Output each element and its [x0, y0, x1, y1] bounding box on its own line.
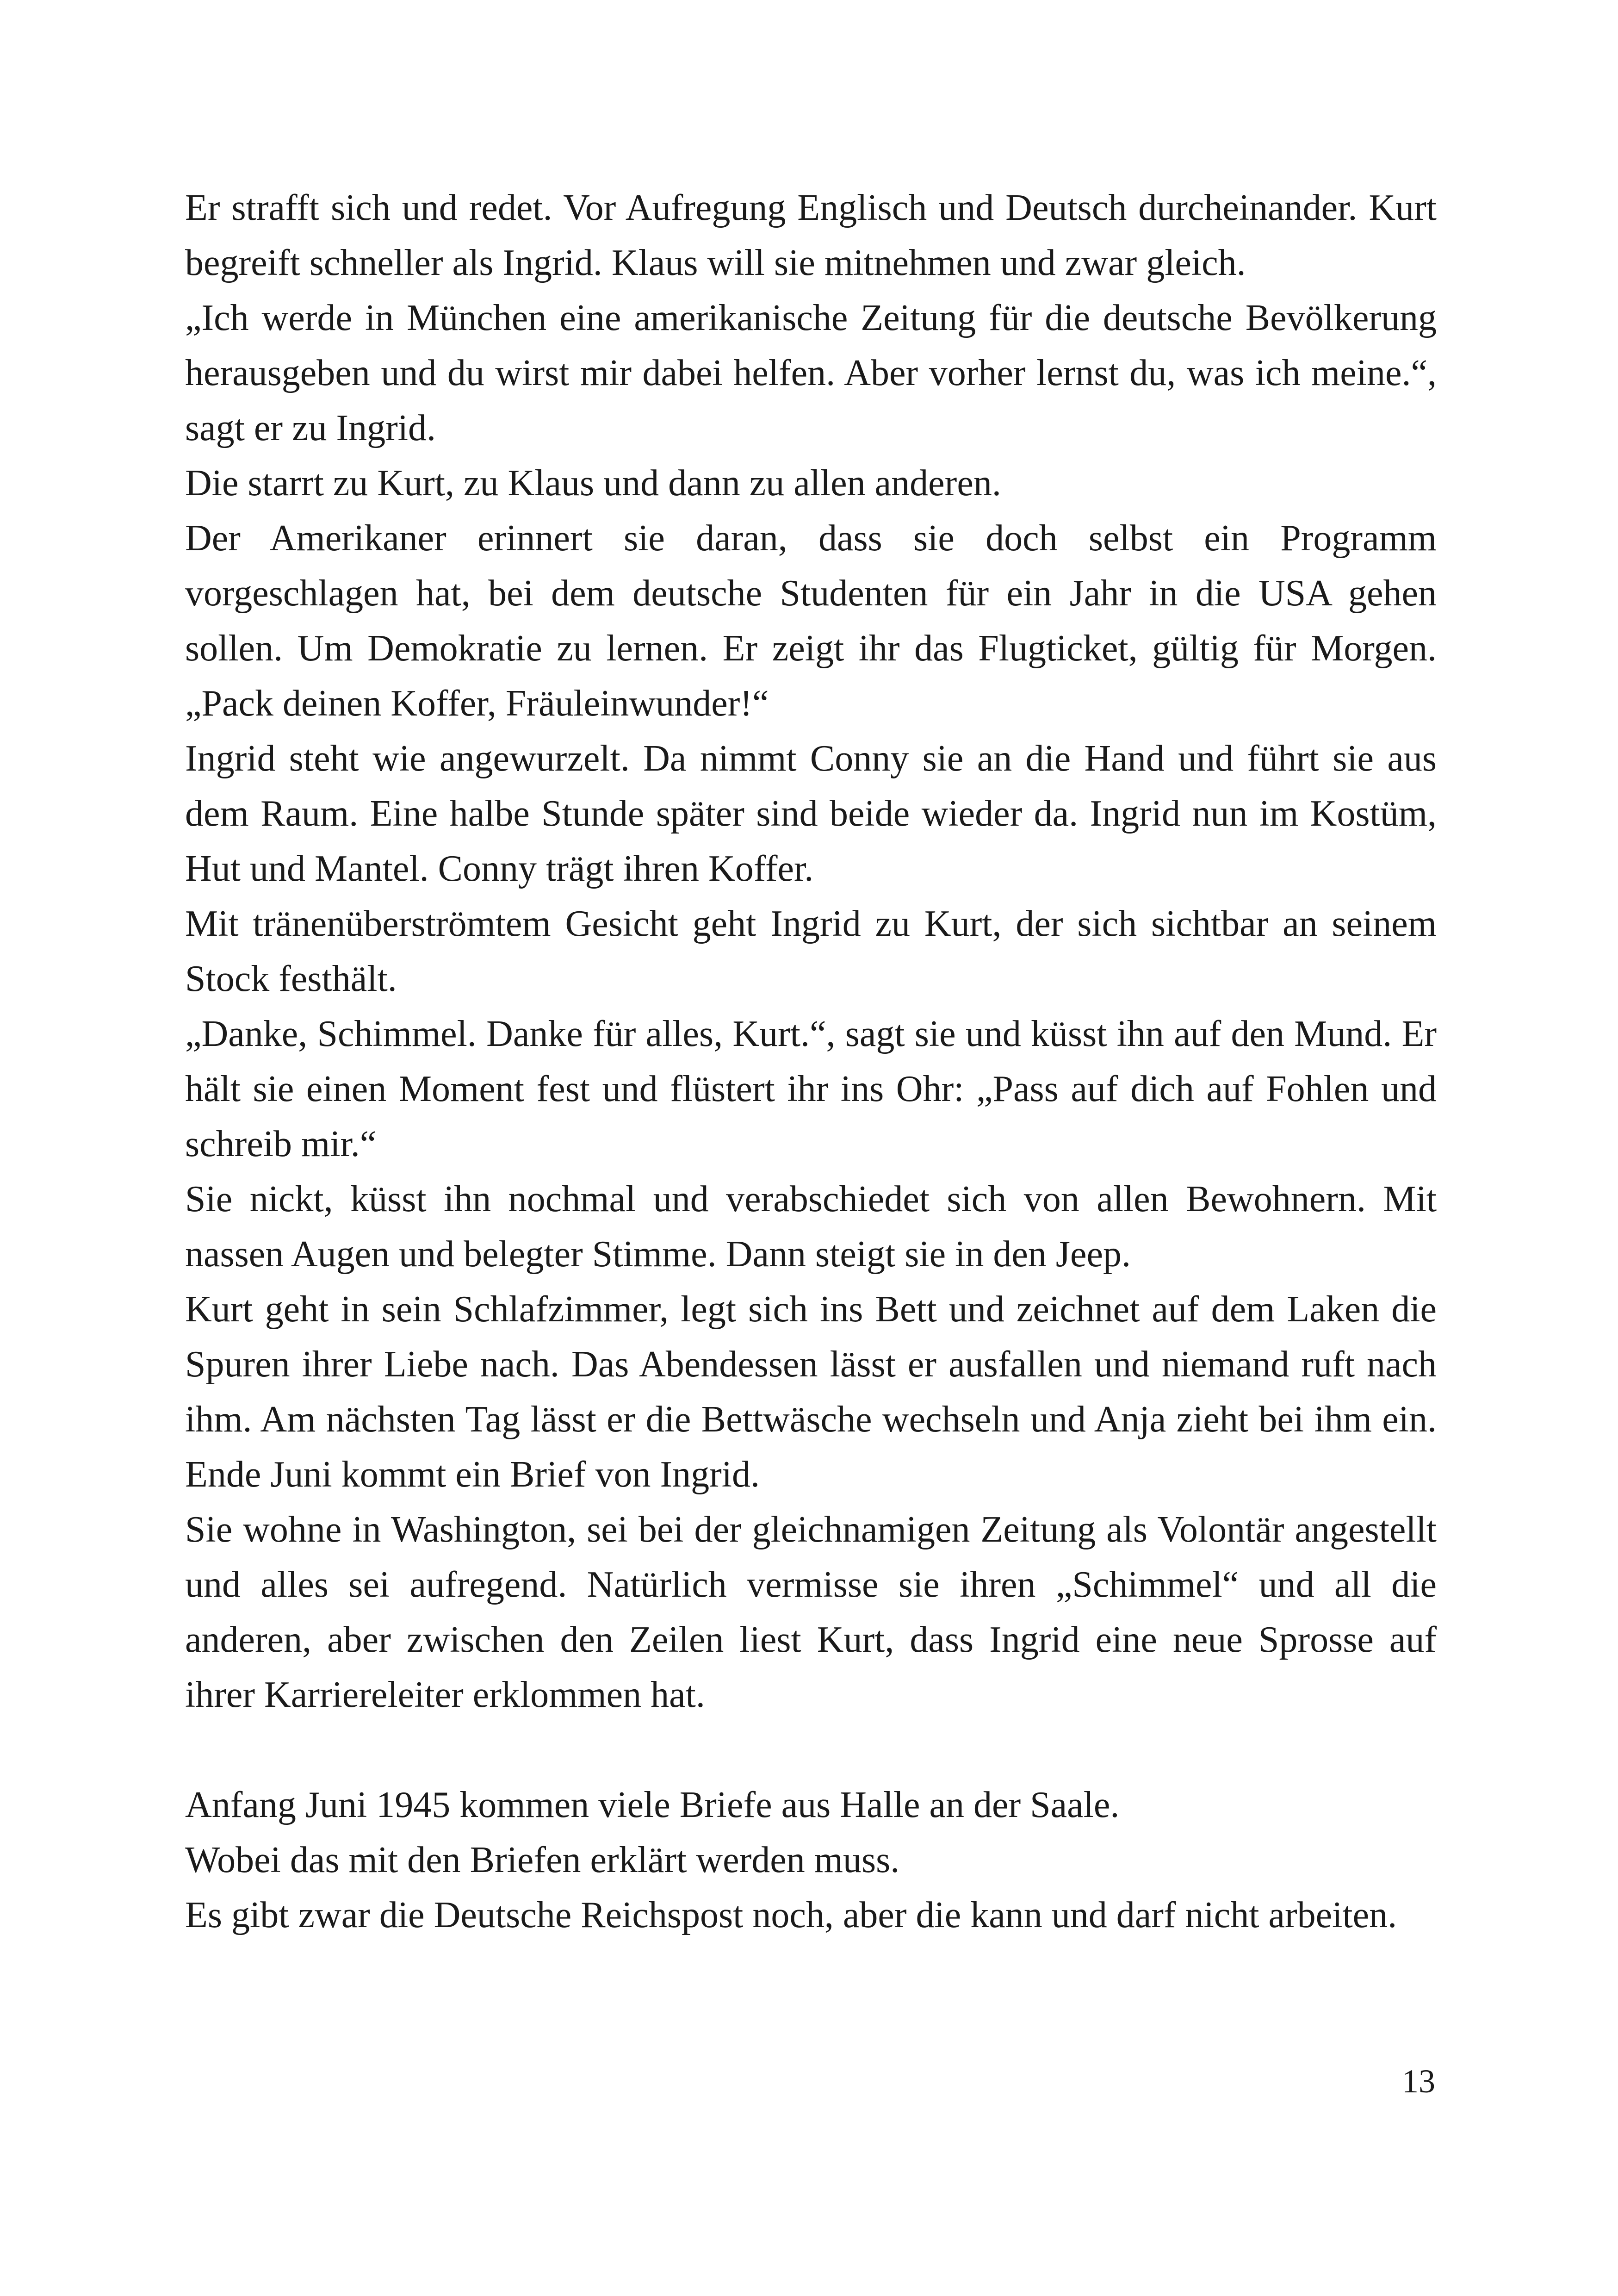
paragraph: Kurt geht in sein Schlafzimmer, legt sich ins Bett und zeichnet auf dem Laken die Spuren ihrer Liebe nach. Das Abendessen lässt er ausfallen und niemand ruft nach ihm. Am nächsten Tag lässt er die Bettwäsche wechseln und Anja zieht bei ihm ein. Ende Juni kommt ein Brief von Ingrid.	[185, 1289, 1437, 1495]
paragraph: „Ich werde in München eine amerikanische Zeitung für die deutsche Bevölkerung herausgeben und du wirst mir dabei helfen. Aber vorher lernst du, was ich meine.“, sagt er zu Ingrid.	[185, 298, 1437, 448]
page-number: 13	[1402, 2063, 1435, 2100]
paragraph: Die starrt zu Kurt, zu Klaus und dann zu allen anderen.	[185, 463, 1001, 504]
paragraph: Mit tränenüberströmtem Gesicht geht Ingrid zu Kurt, der sich sichtbar an seinem Stock festhält.	[185, 903, 1437, 999]
paragraph: Er strafft sich und redet. Vor Aufregung Englisch und Deutsch durcheinander. Kurt begreift schneller als Ingrid. Klaus will sie mitnehmen und zwar gleich.	[185, 187, 1437, 283]
section-break	[185, 1723, 1437, 1778]
paragraph: Anfang Juni 1945 kommen viele Briefe aus Halle an der Saale.	[185, 1785, 1120, 1825]
body-text	[185, 180, 1437, 1943]
paragraph: Wobei das mit den Briefen erklärt werden muss.	[185, 1840, 900, 1880]
paragraph: Sie nickt, küsst ihn nochmal und verabschiedet sich von allen Bewohnern. Mit nassen Augen und belegter Stimme. Dann steigt sie in den Jeep.	[185, 1179, 1437, 1275]
paragraph: Der Amerikaner erinnert sie daran, dass sie doch selbst ein Programm vorgeschlagen hat, bei dem deutsche Studenten für ein Jahr in die USA gehen sollen. Um Demokratie zu lernen. Er zeigt ihr das Flugticket, gültig für Morgen. „Pack deinen Koffer, Fräuleinwunder!“	[185, 518, 1437, 724]
paragraph: Es gibt zwar die Deutsche Reichspost noch, aber die kann und darf nicht arbeiten.	[185, 1895, 1397, 1935]
paragraph: Ingrid steht wie angewurzelt. Da nimmt Conny sie an die Hand und führt sie aus dem Raum. Eine halbe Stunde später sind beide wieder da. Ingrid nun im Kostüm, Hut und Mantel. Conny trägt ihren Koffer.	[185, 738, 1437, 889]
paragraph: „Danke, Schimmel. Danke für alles, Kurt.“, sagt sie und küsst ihn auf den Mund. Er hält sie einen Moment fest und flüstert ihr ins Ohr: „Pass auf dich auf Fohlen und schreib mir.“	[185, 1014, 1437, 1164]
paragraph: Sie wohne in Washington, sei bei der gleichnamigen Zeitung als Volontär angestellt und alles sei aufregend. Natürlich vermisse sie ihren „Schimmel“ und all die anderen, aber zwischen den Zeilen liest Kurt, dass Ingrid eine neue Sprosse auf ihrer Karriereleiter erklommen hat.	[185, 1509, 1437, 1715]
